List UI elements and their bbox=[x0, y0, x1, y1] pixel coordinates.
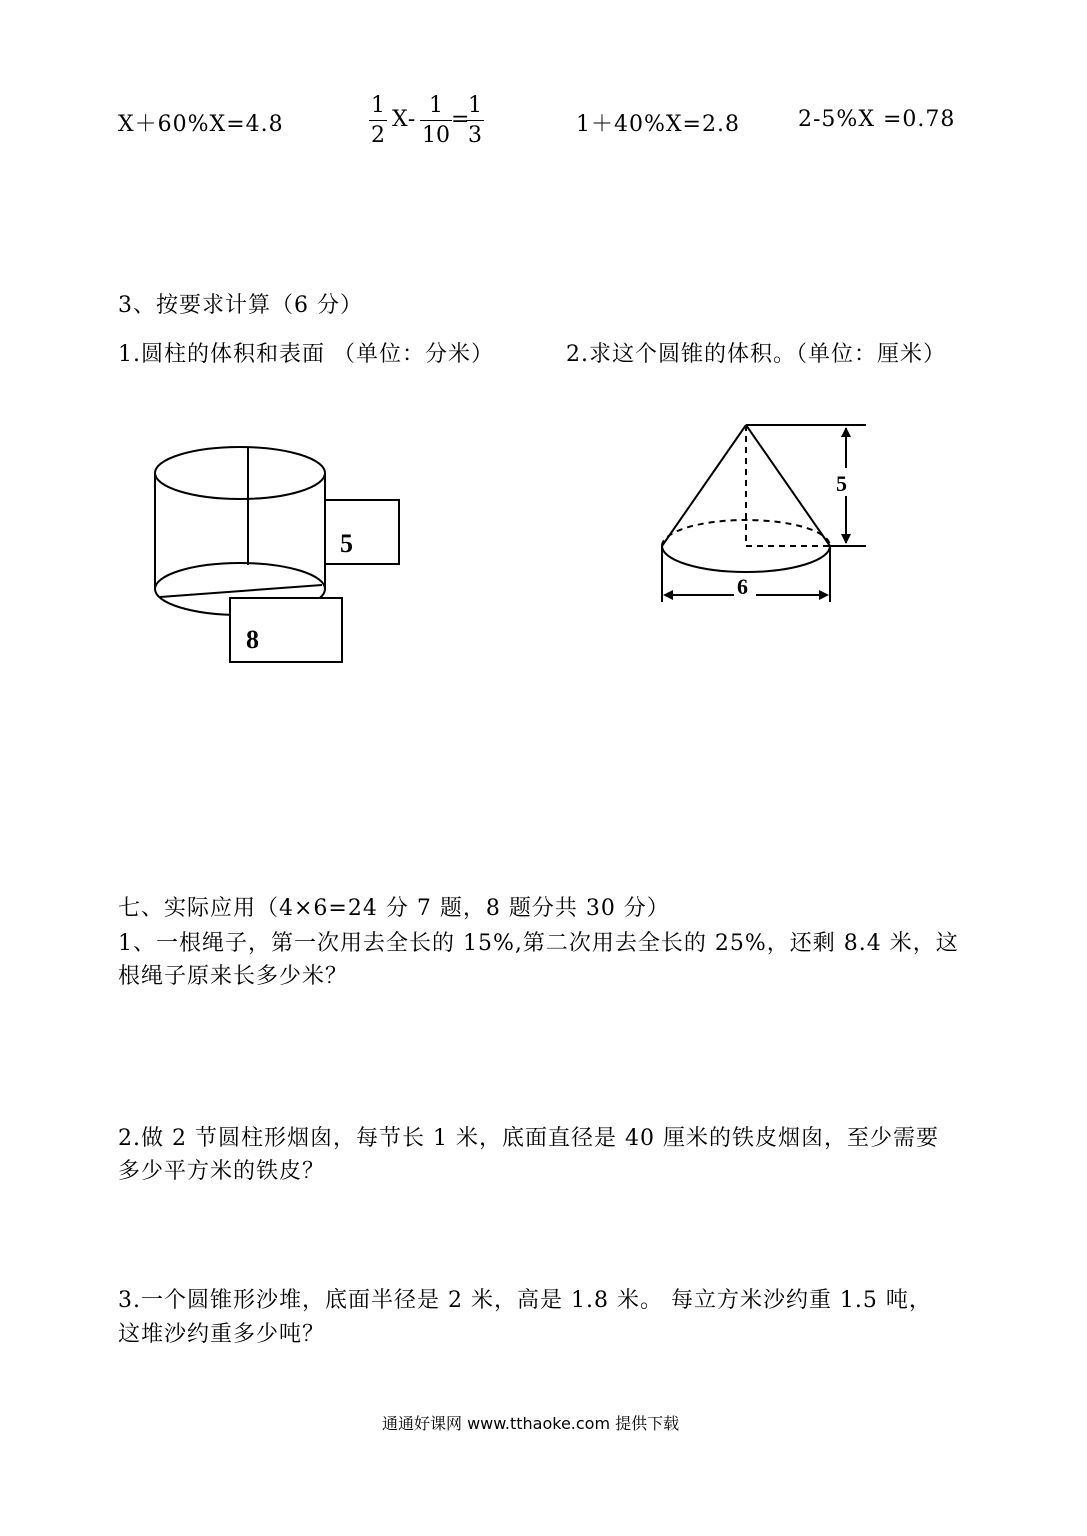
arrow-right-icon bbox=[819, 590, 829, 600]
section-3-heading: 3、按要求计算（6 分） bbox=[118, 293, 363, 318]
equation-1: X＋60%X=4.8 bbox=[118, 112, 284, 137]
question-1-line-2: 根绳子原来长多少米？ bbox=[118, 964, 349, 989]
fraction-one-third: 1 3 bbox=[468, 93, 482, 148]
question-1-line-1: 1、一根绳子，第一次用去全长的 15%,第二次用去全长的 25%，还剩 8.4 米，这 bbox=[118, 931, 959, 956]
fraction-one-tenth: 1 10 bbox=[422, 93, 450, 148]
equation-3: 1＋40%X=2.8 bbox=[576, 112, 740, 137]
cylinder-height-label: 5 bbox=[340, 529, 353, 558]
fraction-one-half: 1 2 bbox=[371, 93, 385, 148]
cone-base-back bbox=[662, 520, 830, 546]
question-3-line-2: 这堆沙约重多少吨？ bbox=[118, 1322, 326, 1347]
cone-diameter-label: 6 bbox=[737, 574, 748, 599]
section-3-item-2: 2.求这个圆锥的体积。（单位：厘米） bbox=[566, 342, 946, 367]
page-footer: 通通好课网 www.tthaoke.com 提供下载 bbox=[382, 1414, 680, 1433]
question-2-line-2: 多少平方米的铁皮？ bbox=[118, 1159, 326, 1184]
arrow-left-icon bbox=[663, 590, 673, 600]
section-3-item-1: 1.圆柱的体积和表面 （单位：分米） bbox=[118, 342, 494, 367]
cylinder-diameter-label: 8 bbox=[246, 625, 259, 654]
cone-base-front bbox=[662, 546, 830, 572]
cone-diagram bbox=[0, 0, 1087, 700]
section-7-heading: 七、实际应用（4×6=24 分 7 题，8 题分共 30 分） bbox=[118, 896, 670, 921]
arrow-up-icon bbox=[841, 427, 851, 437]
cone-right-slant bbox=[746, 425, 830, 546]
question-2-line-1: 2.做 2 节圆柱形烟囱，每节长 1 米，底面直径是 40 厘米的铁皮烟囱，至少需要 bbox=[118, 1126, 939, 1151]
equation-4: 2-5%X =0.78 bbox=[798, 107, 956, 132]
question-3-line-1: 3.一个圆锥形沙堆，底面半径是 2 米，高是 1.8 米。 每立方米沙约重 1.5 吨， bbox=[118, 1288, 932, 1313]
cone-height-label: 5 bbox=[836, 471, 847, 496]
cone-left-slant bbox=[662, 425, 746, 546]
arrow-down-icon bbox=[841, 534, 851, 544]
